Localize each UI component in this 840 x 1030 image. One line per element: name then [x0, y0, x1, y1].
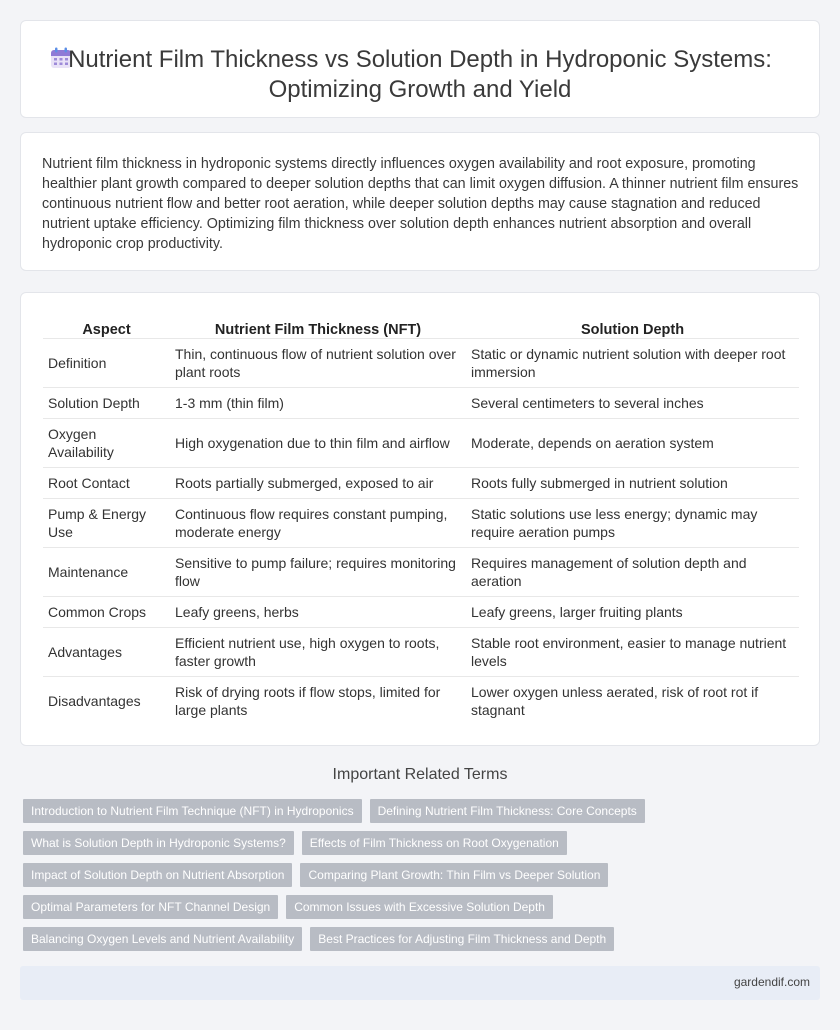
page-title-line-2: Optimizing Growth and Yield	[268, 76, 572, 103]
row-aspect: Solution Depth	[43, 387, 170, 418]
related-term-tag[interactable]: Common Issues with Excessive Solution Depth	[286, 895, 553, 919]
comparison-card	[20, 292, 820, 746]
related-term-tag[interactable]: Defining Nutrient Film Thickness: Core Concepts	[370, 799, 645, 823]
comparison-table	[43, 316, 799, 725]
table-row	[43, 547, 799, 596]
tag-row	[23, 927, 823, 951]
row-nft-value: High oxygenation due to thin film and airflow	[170, 418, 466, 467]
row-nft-value: 1-3 mm (thin film)	[170, 387, 466, 418]
row-depth-value: Requires management of solution depth and aeration	[466, 547, 799, 596]
row-aspect: Root Contact	[43, 467, 170, 498]
related-terms-list	[23, 799, 823, 959]
row-aspect: Pump & Energy Use	[43, 498, 170, 547]
related-term-tag[interactable]: Balancing Oxygen Levels and Nutrient Availability	[23, 927, 302, 951]
row-nft-value: Thin, continuous flow of nutrient solution over plant roots	[170, 338, 466, 387]
row-aspect: Disadvantages	[43, 676, 170, 725]
header-nft: Nutrient Film Thickness (NFT)	[214, 321, 422, 338]
table-row	[43, 627, 799, 676]
row-depth-value: Static or dynamic nutrient solution with deeper root immersion	[466, 338, 799, 387]
table-row	[43, 418, 799, 467]
header-solution-depth: Solution Depth	[580, 321, 685, 338]
row-aspect: Oxygen Availability	[43, 418, 170, 467]
row-depth-value: Static solutions use less energy; dynamic may require aeration pumps	[466, 498, 799, 547]
related-term-tag[interactable]: Introduction to Nutrient Film Technique (NFT) in Hydroponics	[23, 799, 362, 823]
tag-row	[23, 895, 823, 919]
related-term-tag[interactable]: What is Solution Depth in Hydroponic Systems?	[23, 831, 294, 855]
related-term-tag[interactable]: Impact of Solution Depth on Nutrient Absorption	[23, 863, 292, 887]
page-title-line-1: Nutrient Film Thickness vs Solution Depth in Hydroponic Systems:	[68, 46, 772, 73]
row-nft-value: Sensitive to pump failure; requires monitoring flow	[170, 547, 466, 596]
row-depth-value: Lower oxygen unless aerated, risk of root rot if stagnant	[466, 676, 799, 725]
related-term-tag[interactable]: Comparing Plant Growth: Thin Film vs Deeper Solution	[300, 863, 608, 887]
table-row	[43, 498, 799, 547]
row-nft-value: Roots partially submerged, exposed to air	[170, 467, 466, 498]
row-nft-value: Continuous flow requires constant pumping, moderate energy	[170, 498, 466, 547]
table-row	[43, 338, 799, 387]
tag-row	[23, 863, 823, 887]
row-aspect: Advantages	[43, 627, 170, 676]
footer-site-link[interactable]: gardendif.com	[733, 975, 810, 989]
row-nft-value: Efficient nutrient use, high oxygen to roots, faster growth	[170, 627, 466, 676]
related-term-tag[interactable]: Optimal Parameters for NFT Channel Design	[23, 895, 278, 919]
row-depth-value: Several centimeters to several inches	[466, 387, 799, 418]
row-nft-value: Leafy greens, herbs	[170, 596, 466, 627]
row-aspect: Definition	[43, 338, 170, 387]
page-title	[21, 45, 819, 105]
table-row	[43, 596, 799, 627]
intro-paragraph: Nutrient film thickness in hydroponic systems directly influences oxygen availability and root exposure, promoting healthier plant growth compared to deeper solution depths that can limit oxygen diffusion. A thinner nutrient film ensures continuous nutrient flow and better root aeration, while deeper solution depths may cause stagnation and reduced nutrient uptake efficiency. Optimizing film thickness over solution depth enhances nutrient absorption and overall hydroponic crop productivity.	[42, 156, 799, 252]
row-depth-value: Moderate, depends on aeration system	[466, 418, 799, 467]
row-depth-value: Roots fully submerged in nutrient solution	[466, 467, 799, 498]
intro-card	[20, 132, 820, 271]
table-header-row	[43, 316, 799, 338]
table-row	[43, 467, 799, 498]
row-nft-value: Risk of drying roots if flow stops, limited for large plants	[170, 676, 466, 725]
tag-row	[23, 831, 823, 855]
row-depth-value: Stable root environment, easier to manage nutrient levels	[466, 627, 799, 676]
related-term-tag[interactable]: Effects of Film Thickness on Root Oxygenation	[302, 831, 567, 855]
related-term-tag[interactable]: Best Practices for Adjusting Film Thickness and Depth	[310, 927, 614, 951]
table-row	[43, 676, 799, 725]
header-aspect: Aspect	[82, 321, 131, 338]
table-row	[43, 387, 799, 418]
row-depth-value: Leafy greens, larger fruiting plants	[466, 596, 799, 627]
row-aspect: Maintenance	[43, 547, 170, 596]
footer	[20, 966, 820, 1000]
row-aspect: Common Crops	[43, 596, 170, 627]
tag-row	[23, 799, 823, 823]
related-terms-heading: Important Related Terms	[332, 766, 508, 783]
title-card	[20, 20, 820, 118]
